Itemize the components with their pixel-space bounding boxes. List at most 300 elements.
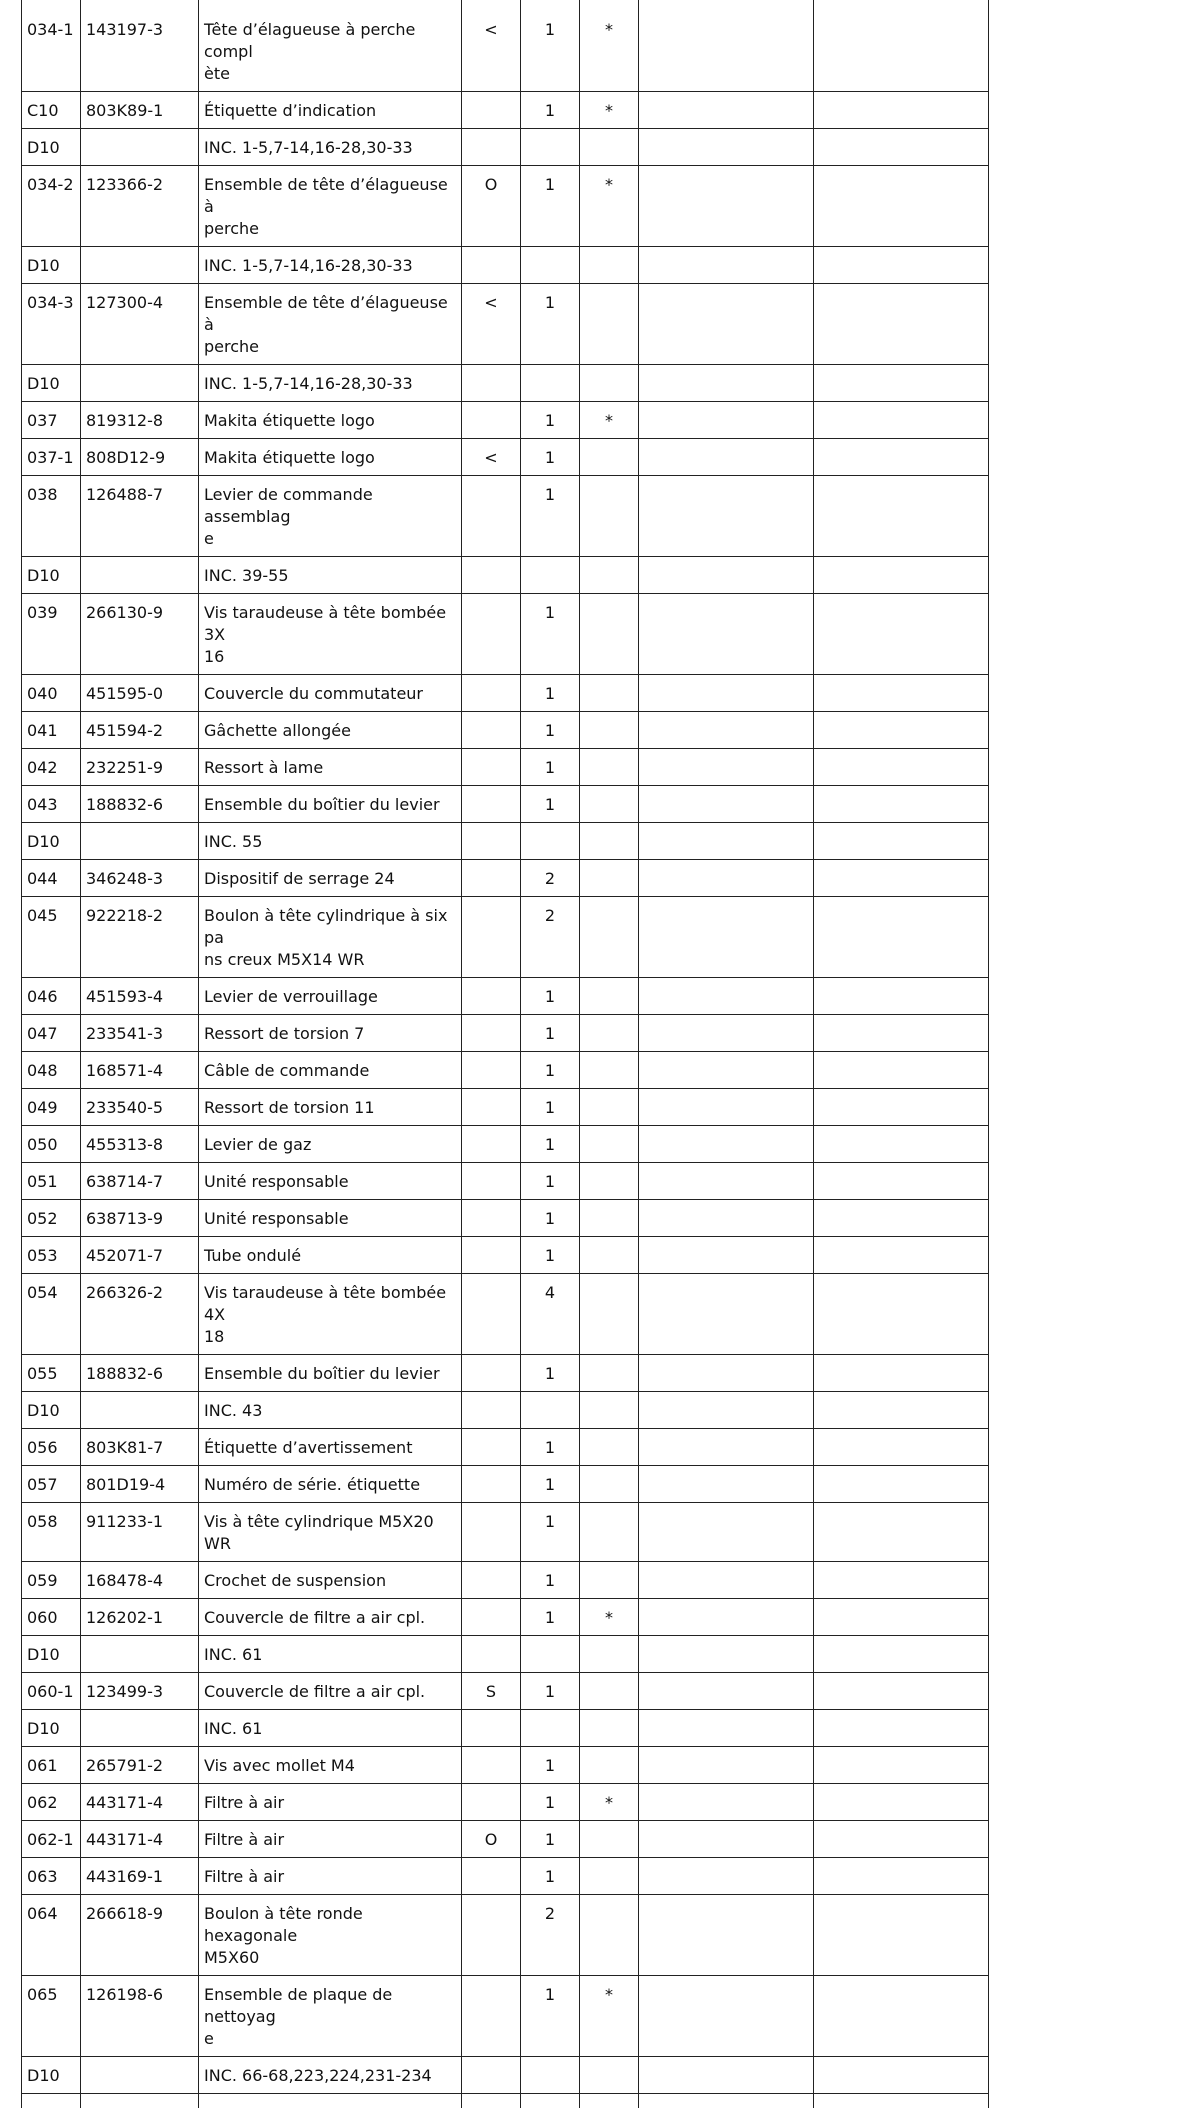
reference-cell: 050 [22, 1126, 81, 1163]
description-cell: Couvercle de filtre a air cpl. [199, 1673, 462, 1710]
flag-cell [462, 1784, 521, 1821]
part-number-cell: 452071-7 [81, 1237, 199, 1274]
quantity-cell: 1 [521, 1052, 580, 1089]
flag-cell [462, 1274, 521, 1355]
empty-cell [639, 92, 814, 129]
part-number-cell: 188832-6 [81, 1355, 199, 1392]
table-row [22, 749, 989, 786]
description-cell: Ensemble de plaque de nettoyag e [199, 1976, 462, 2057]
empty-cell [639, 1355, 814, 1392]
quantity-cell: 1 [521, 749, 580, 786]
empty-cell [199, 2094, 462, 2108]
empty-cell [814, 1355, 989, 1392]
quantity-cell: 1 [521, 0, 580, 92]
reference-cell: 051 [22, 1163, 81, 1200]
marker-cell [580, 978, 639, 1015]
empty-cell [639, 1089, 814, 1126]
empty-cell [814, 1858, 989, 1895]
part-number-cell [81, 1392, 199, 1429]
reference-cell: 034-1 [22, 0, 81, 92]
reference-cell: D10 [22, 1710, 81, 1747]
part-number-cell [81, 247, 199, 284]
quantity-cell [521, 1392, 580, 1429]
reference-cell: 058 [22, 1503, 81, 1562]
reference-cell: 047 [22, 1015, 81, 1052]
description-cell: Unité responsable [199, 1200, 462, 1237]
quantity-cell: 1 [521, 594, 580, 675]
flag-cell: O [462, 166, 521, 247]
table-row [22, 1858, 989, 1895]
marker-cell: * [580, 1784, 639, 1821]
empty-cell [639, 1126, 814, 1163]
table-row [22, 860, 989, 897]
empty-cell [814, 476, 989, 557]
quantity-cell [521, 129, 580, 166]
description-cell: INC. 55 [199, 823, 462, 860]
empty-cell [639, 1976, 814, 2057]
part-number-cell: 443171-4 [81, 1821, 199, 1858]
empty-cell [639, 712, 814, 749]
part-number-cell: 127300-4 [81, 284, 199, 365]
table-row [22, 1466, 989, 1503]
marker-cell [580, 1126, 639, 1163]
reference-cell: 059 [22, 1562, 81, 1599]
empty-cell [639, 402, 814, 439]
empty-cell [814, 1673, 989, 1710]
flag-cell [462, 749, 521, 786]
flag-cell [462, 92, 521, 129]
description-cell: Filtre à air [199, 1858, 462, 1895]
empty-cell [814, 1274, 989, 1355]
empty-cell [814, 284, 989, 365]
empty-cell [639, 1858, 814, 1895]
table-row [22, 402, 989, 439]
marker-cell [580, 712, 639, 749]
part-number-cell: 451595-0 [81, 675, 199, 712]
empty-cell [639, 860, 814, 897]
empty-cell [639, 1015, 814, 1052]
table-row [22, 1200, 989, 1237]
empty-cell [814, 675, 989, 712]
empty-cell [814, 1466, 989, 1503]
description-cell: INC. 39-55 [199, 557, 462, 594]
empty-cell [814, 1052, 989, 1089]
reference-cell: 065 [22, 1976, 81, 2057]
description-cell: INC. 66-68,223,224,231-234 [199, 2057, 462, 2094]
part-number-cell: 123499-3 [81, 1673, 199, 1710]
marker-cell [580, 1821, 639, 1858]
description-cell: Unité responsable [199, 1163, 462, 1200]
empty-cell [814, 247, 989, 284]
reference-cell: D10 [22, 129, 81, 166]
quantity-cell: 1 [521, 978, 580, 1015]
reference-cell: C10 [22, 92, 81, 129]
table-row [22, 1392, 989, 1429]
flag-cell [462, 786, 521, 823]
table-row [22, 92, 989, 129]
quantity-cell [521, 2057, 580, 2094]
reference-cell: 060-1 [22, 1673, 81, 1710]
quantity-cell: 1 [521, 1355, 580, 1392]
empty-cell [639, 166, 814, 247]
reference-cell: D10 [22, 247, 81, 284]
table-row [22, 557, 989, 594]
empty-cell [639, 284, 814, 365]
table-row [22, 2057, 989, 2094]
empty-cell [814, 712, 989, 749]
marker-cell [580, 1089, 639, 1126]
flag-cell [462, 1429, 521, 1466]
table-row [22, 897, 989, 978]
quantity-cell [521, 247, 580, 284]
flag-cell [462, 1747, 521, 1784]
description-cell: Ensemble de tête d’élagueuse à perche [199, 284, 462, 365]
part-number-cell: 638713-9 [81, 1200, 199, 1237]
empty-cell [639, 439, 814, 476]
empty-cell [814, 1392, 989, 1429]
quantity-cell: 1 [521, 92, 580, 129]
reference-cell: D10 [22, 1392, 81, 1429]
description-cell: Vis avec mollet M4 [199, 1747, 462, 1784]
flag-cell: < [462, 0, 521, 92]
empty-cell [639, 557, 814, 594]
reference-cell: 041 [22, 712, 81, 749]
flag-cell [462, 1636, 521, 1673]
part-number-cell [81, 365, 199, 402]
flag-cell [462, 1052, 521, 1089]
flag-cell [462, 1976, 521, 2057]
marker-cell [580, 1163, 639, 1200]
quantity-cell: 1 [521, 1163, 580, 1200]
empty-cell [814, 1821, 989, 1858]
part-number-cell [81, 1710, 199, 1747]
description-cell: Boulon à tête ronde hexagonale M5X60 [199, 1895, 462, 1976]
quantity-cell: 1 [521, 1821, 580, 1858]
quantity-cell [521, 1710, 580, 1747]
marker-cell [580, 786, 639, 823]
quantity-cell: 1 [521, 1466, 580, 1503]
empty-cell [639, 823, 814, 860]
description-cell: Ensemble de tête d’élagueuse à perche [199, 166, 462, 247]
flag-cell [462, 1503, 521, 1562]
table-row [22, 1126, 989, 1163]
flag-cell [462, 1015, 521, 1052]
reference-cell: 057 [22, 1466, 81, 1503]
marker-cell [580, 1636, 639, 1673]
flag-cell [462, 897, 521, 978]
table-row [22, 1710, 989, 1747]
flag-cell [462, 712, 521, 749]
empty-cell [814, 749, 989, 786]
description-cell: Tête d’élagueuse à perche compl ète [199, 0, 462, 92]
part-number-cell: 803K89-1 [81, 92, 199, 129]
parts-list-body [22, 0, 989, 2108]
table-row [22, 1784, 989, 1821]
flag-cell [462, 1126, 521, 1163]
marker-cell [580, 1355, 639, 1392]
flag-cell [462, 1163, 521, 1200]
empty-cell [639, 2057, 814, 2094]
table-row [22, 476, 989, 557]
quantity-cell: 1 [521, 439, 580, 476]
reference-cell: D10 [22, 557, 81, 594]
flag-cell [462, 476, 521, 557]
reference-cell: 037-1 [22, 439, 81, 476]
empty-cell [814, 1636, 989, 1673]
description-cell: Levier de gaz [199, 1126, 462, 1163]
empty-cell [814, 978, 989, 1015]
quantity-cell [521, 557, 580, 594]
empty-cell [639, 749, 814, 786]
empty-cell [639, 1392, 814, 1429]
flag-cell [462, 823, 521, 860]
flag-cell [462, 365, 521, 402]
description-cell: Tube ondulé [199, 1237, 462, 1274]
part-number-cell: 168478-4 [81, 1562, 199, 1599]
quantity-cell: 2 [521, 897, 580, 978]
part-number-cell: 266618-9 [81, 1895, 199, 1976]
description-cell: Ressort à lame [199, 749, 462, 786]
table-row [22, 1821, 989, 1858]
table-row [22, 1237, 989, 1274]
part-number-cell: 188832-6 [81, 786, 199, 823]
marker-cell [580, 1466, 639, 1503]
parts-list-table [21, 0, 989, 2108]
table-row [22, 1015, 989, 1052]
empty-cell [639, 978, 814, 1015]
empty-cell [814, 1784, 989, 1821]
table-row [22, 247, 989, 284]
table-row [22, 365, 989, 402]
empty-cell [639, 1895, 814, 1976]
reference-cell: 045 [22, 897, 81, 978]
flag-cell [462, 557, 521, 594]
description-cell: INC. 43 [199, 1392, 462, 1429]
empty-cell [639, 675, 814, 712]
quantity-cell: 1 [521, 166, 580, 247]
table-row [22, 978, 989, 1015]
description-cell: Couvercle de filtre a air cpl. [199, 1599, 462, 1636]
marker-cell: * [580, 1976, 639, 2057]
marker-cell [580, 749, 639, 786]
part-number-cell: 126488-7 [81, 476, 199, 557]
quantity-cell: 1 [521, 1429, 580, 1466]
empty-cell [639, 1747, 814, 1784]
flag-cell: S [462, 1673, 521, 1710]
reference-cell: 034-2 [22, 166, 81, 247]
marker-cell [580, 439, 639, 476]
flag-cell [462, 247, 521, 284]
reference-cell: 048 [22, 1052, 81, 1089]
empty-cell [814, 1599, 989, 1636]
description-cell: Ensemble du boîtier du levier [199, 1355, 462, 1392]
marker-cell [580, 1237, 639, 1274]
flag-cell: < [462, 284, 521, 365]
reference-cell: 034-3 [22, 284, 81, 365]
quantity-cell: 1 [521, 786, 580, 823]
part-number-cell: 233540-5 [81, 1089, 199, 1126]
empty-cell [814, 1503, 989, 1562]
table-row [22, 1163, 989, 1200]
empty-cell [814, 92, 989, 129]
marker-cell [580, 1200, 639, 1237]
quantity-cell: 1 [521, 1200, 580, 1237]
reference-cell: D10 [22, 365, 81, 402]
marker-cell [580, 1015, 639, 1052]
quantity-cell: 1 [521, 1126, 580, 1163]
empty-cell [814, 860, 989, 897]
marker-cell [580, 860, 639, 897]
description-cell: Ressort de torsion 11 [199, 1089, 462, 1126]
quantity-cell: 1 [521, 1976, 580, 2057]
quantity-cell: 1 [521, 712, 580, 749]
marker-cell [580, 1895, 639, 1976]
empty-cell [814, 1126, 989, 1163]
empty-cell [639, 1052, 814, 1089]
reference-cell: D10 [22, 1636, 81, 1673]
empty-cell [814, 365, 989, 402]
marker-cell [580, 1503, 639, 1562]
description-cell: INC. 1-5,7-14,16-28,30-33 [199, 365, 462, 402]
quantity-cell: 1 [521, 1747, 580, 1784]
table-row [22, 1355, 989, 1392]
description-cell: Câble de commande [199, 1052, 462, 1089]
empty-cell [639, 2094, 814, 2108]
table-row [22, 129, 989, 166]
empty-cell [81, 2094, 199, 2108]
table-row [22, 1089, 989, 1126]
quantity-cell: 1 [521, 675, 580, 712]
empty-cell [639, 365, 814, 402]
description-cell: INC. 61 [199, 1636, 462, 1673]
description-cell: Couvercle du commutateur [199, 675, 462, 712]
marker-cell: * [580, 166, 639, 247]
empty-cell [639, 1200, 814, 1237]
description-cell: Levier de verrouillage [199, 978, 462, 1015]
marker-cell [580, 675, 639, 712]
empty-cell [814, 1710, 989, 1747]
reference-cell: 055 [22, 1355, 81, 1392]
table-row [22, 1636, 989, 1673]
marker-cell [580, 1562, 639, 1599]
empty-cell [639, 476, 814, 557]
empty-cell [639, 1821, 814, 1858]
part-number-cell [81, 2057, 199, 2094]
empty-cell [639, 1673, 814, 1710]
table-row [22, 1503, 989, 1562]
description-cell: Ensemble du boîtier du levier [199, 786, 462, 823]
quantity-cell: 1 [521, 1784, 580, 1821]
part-number-cell: 265791-2 [81, 1747, 199, 1784]
part-number-cell: 266130-9 [81, 594, 199, 675]
empty-cell [639, 1274, 814, 1355]
marker-cell [580, 129, 639, 166]
reference-cell: 062 [22, 1784, 81, 1821]
part-number-cell: 266326-2 [81, 1274, 199, 1355]
reference-cell: 052 [22, 1200, 81, 1237]
table-row [22, 1052, 989, 1089]
flag-cell [462, 594, 521, 675]
marker-cell [580, 594, 639, 675]
flag-cell [462, 1858, 521, 1895]
empty-cell [462, 2094, 521, 2108]
quantity-cell: 1 [521, 284, 580, 365]
marker-cell [580, 365, 639, 402]
empty-cell [814, 0, 989, 92]
empty-cell [639, 786, 814, 823]
table-row [22, 823, 989, 860]
reference-cell: D10 [22, 2057, 81, 2094]
empty-cell [639, 247, 814, 284]
flag-cell [462, 1237, 521, 1274]
table-row [22, 1429, 989, 1466]
empty-cell [639, 1163, 814, 1200]
marker-cell [580, 897, 639, 978]
empty-cell [814, 1163, 989, 1200]
description-cell: Makita étiquette logo [199, 439, 462, 476]
description-cell: Étiquette d’avertissement [199, 1429, 462, 1466]
empty-cell [814, 1895, 989, 1976]
part-number-cell: 451593-4 [81, 978, 199, 1015]
empty-cell [814, 1747, 989, 1784]
empty-cell [639, 1503, 814, 1562]
part-number-cell: 123366-2 [81, 166, 199, 247]
empty-cell [814, 786, 989, 823]
reference-cell: 063 [22, 1858, 81, 1895]
flag-cell [462, 1466, 521, 1503]
part-number-cell: 455313-8 [81, 1126, 199, 1163]
reference-cell: 046 [22, 978, 81, 1015]
flag-cell [462, 2057, 521, 2094]
empty-cell [639, 1599, 814, 1636]
marker-cell [580, 1274, 639, 1355]
quantity-cell: 1 [521, 476, 580, 557]
empty-cell [639, 129, 814, 166]
part-number-cell [81, 1636, 199, 1673]
part-number-cell: 803K81-7 [81, 1429, 199, 1466]
description-cell: Numéro de série. étiquette [199, 1466, 462, 1503]
quantity-cell: 4 [521, 1274, 580, 1355]
reference-cell: 042 [22, 749, 81, 786]
continuation-row [22, 2094, 989, 2108]
description-cell: Dispositif de serrage 24 [199, 860, 462, 897]
description-cell: Levier de commande assemblag e [199, 476, 462, 557]
empty-cell [639, 1710, 814, 1747]
marker-cell [580, 2057, 639, 2094]
part-number-cell: 168571-4 [81, 1052, 199, 1089]
empty-cell [814, 2094, 989, 2108]
quantity-cell: 1 [521, 1858, 580, 1895]
empty-cell [814, 166, 989, 247]
part-number-cell [81, 557, 199, 594]
marker-cell: * [580, 1599, 639, 1636]
quantity-cell: 2 [521, 1895, 580, 1976]
marker-cell [580, 247, 639, 284]
empty-cell [814, 2057, 989, 2094]
quantity-cell [521, 823, 580, 860]
quantity-cell: 1 [521, 1673, 580, 1710]
marker-cell [580, 1858, 639, 1895]
marker-cell [580, 823, 639, 860]
empty-cell [814, 823, 989, 860]
empty-cell [814, 1237, 989, 1274]
empty-cell [639, 1429, 814, 1466]
empty-cell [814, 557, 989, 594]
reference-cell: 054 [22, 1274, 81, 1355]
flag-cell [462, 1895, 521, 1976]
empty-cell [814, 1562, 989, 1599]
reference-cell: 040 [22, 675, 81, 712]
